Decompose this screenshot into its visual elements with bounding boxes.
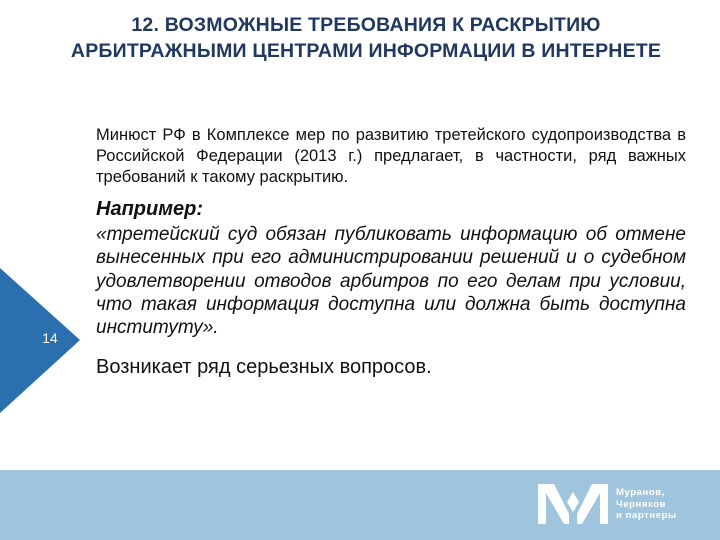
example-heading: Например: [96, 198, 204, 220]
page-number: 14 [42, 330, 58, 346]
slide-body [96, 125, 686, 379]
mcp-logo [538, 484, 608, 524]
company-name [616, 487, 716, 522]
company-line-1: Муранов, [616, 487, 665, 498]
company-line-2: Черняков [616, 498, 667, 510]
footer-band [0, 470, 720, 540]
company-line-3: и партнеры [616, 510, 677, 521]
intro-paragraph: Минюст РФ в Комплексе мер по развитию третейского судопроизводства в Российской Федерации (2013 г.) предлагает, в частности, ряд важных требований к такому раскрытию. [96, 126, 686, 186]
quote-text: «третейский суд обязан публиковать информацию об отмене вынесенных при его администрировании решений и о судебном удовлетворении отводов арбитров по его делам при условии, что такая информация доступна или должна быть доступна институту». [96, 224, 686, 339]
conclusion-text: Возникает ряд серьезных вопросов. [96, 356, 432, 379]
slide-title: 12. ВОЗМОЖНЫЕ ТРЕБОВАНИЯ К РАСКРЫТИЮ АРБИТРАЖНЫМИ ЦЕНТРАМИ ИНФОРМАЦИИ В ИНТЕРНЕТЕ [70, 14, 662, 62]
